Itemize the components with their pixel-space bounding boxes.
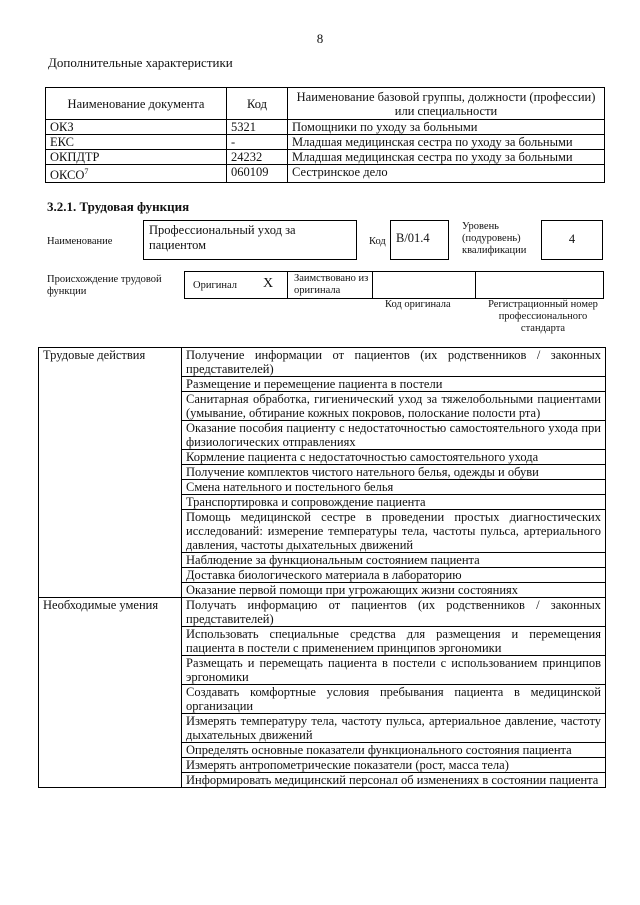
function-details-table	[38, 347, 606, 788]
page-number: 8	[316, 31, 324, 46]
name-label: Наименование	[47, 236, 113, 247]
table-cell: ЕКС	[46, 135, 227, 150]
function-name-value: Профессиональный уход за пациентом	[149, 223, 296, 252]
list-item: Доставка биологического материала в лабораторию	[182, 568, 606, 583]
table-cell: 060109	[227, 165, 288, 183]
list-item: Оказание пособия пациенту с недостаточностью самостоятельного ухода при физиологических отправлениях	[182, 421, 606, 450]
list-item: Размещение и перемещение пациента в постели	[182, 377, 606, 392]
okso-label: ОКСО	[50, 168, 85, 183]
table-cell: Помощники по уходу за больными	[288, 120, 605, 135]
divider	[287, 272, 288, 298]
table-row	[39, 348, 606, 377]
code-value: В/01.4	[396, 231, 430, 245]
list-item: Измерять температуру тела, частоту пульса, артериальное давление, частоту дыхательных движений	[182, 714, 606, 743]
table-row	[46, 120, 605, 135]
column-header: Наименование документа	[46, 88, 227, 120]
table-row	[39, 598, 606, 627]
origin-label: Происхождение трудовой функции	[47, 274, 162, 297]
list-item: Создавать комфортные условия пребывания пациента в медицинской организации	[182, 685, 606, 714]
code-original-label: Код оригинала	[385, 299, 451, 310]
borrowed-label: Заимствовано из оригинала	[294, 273, 369, 296]
table-cell: ОКПДТР	[46, 150, 227, 165]
list-item: Кормление пациента с недостаточностью самостоятельного ухода	[182, 450, 606, 465]
level-value: 4	[568, 232, 576, 246]
table-cell: Младшая медицинская сестра по уходу за больными	[288, 150, 605, 165]
original-mark: X	[263, 276, 274, 291]
classification-table	[45, 87, 605, 183]
table-cell	[46, 165, 227, 183]
code-label: Код	[369, 236, 386, 247]
column-header: Код	[227, 88, 288, 120]
function-title: 3.2.1. Трудовая функция	[47, 199, 190, 214]
list-item: Наблюдение за функциональным состоянием пациента	[182, 553, 606, 568]
origin-box	[184, 271, 604, 299]
table-row	[46, 135, 605, 150]
column-header: Наименование базовой группы, должности (профессии) или специальности	[288, 88, 605, 120]
list-item: Информировать медицинский персонал об изменениях в состоянии пациента	[182, 773, 606, 788]
required-skills-label: Необходимые умения	[39, 598, 182, 788]
level-label: Уровень (подуровень) квалификации	[462, 221, 527, 256]
table-cell: 5321	[227, 120, 288, 135]
table-row	[46, 165, 605, 183]
reg-number-label: Регистрационный номер профессионального стандарта	[488, 299, 598, 334]
list-item: Измерять антропометрические показатели (рост, масса тела)	[182, 758, 606, 773]
level-box	[541, 220, 603, 260]
labor-actions-label: Трудовые действия	[39, 348, 182, 598]
section-heading: Дополнительные характеристики	[48, 55, 233, 70]
table-row	[46, 150, 605, 165]
table-cell: Младшая медицинская сестра по уходу за больными	[288, 135, 605, 150]
table-header-row	[46, 88, 605, 120]
list-item: Использовать специальные средства для размещения и перемещения пациента в постели с применением принципов эргономики	[182, 627, 606, 656]
list-item: Получать информацию от пациентов (их родственников / законных представителей)	[182, 598, 606, 627]
list-item: Получение комплектов чистого нательного белья, одежды и обуви	[182, 465, 606, 480]
list-item: Размещать и перемещать пациента в постели с использованием принципов эргономики	[182, 656, 606, 685]
table-cell: ОКЗ	[46, 120, 227, 135]
list-item: Смена нательного и постельного белья	[182, 480, 606, 495]
list-item: Оказание первой помощи при угрожающих жизни состояниях	[182, 583, 606, 598]
list-item: Помощь медицинской сестре в проведении простых диагностических исследований: измерение температуры тела, частоты пульса, артериального давления, частоты дыхательных движений	[182, 510, 606, 553]
list-item: Санитарная обработка, гигиенический уход за тяжелобольными пациентами (умывание, обтирание кожных покровов, полоскание полости рта)	[182, 392, 606, 421]
table-cell: -	[227, 135, 288, 150]
table-cell: Сестринское дело	[288, 165, 605, 183]
divider	[475, 272, 476, 298]
code-box	[390, 220, 449, 260]
list-item: Определять основные показатели функционального состояния пациента	[182, 743, 606, 758]
table-cell: 24232	[227, 150, 288, 165]
list-item: Получение информации от пациентов (их родственников / законных представителей)	[182, 348, 606, 377]
divider	[372, 272, 373, 298]
function-name-box	[143, 220, 357, 260]
original-label: Оригинал	[193, 280, 237, 291]
list-item: Транспортировка и сопровождение пациента	[182, 495, 606, 510]
footnote-mark: 7	[84, 167, 89, 176]
